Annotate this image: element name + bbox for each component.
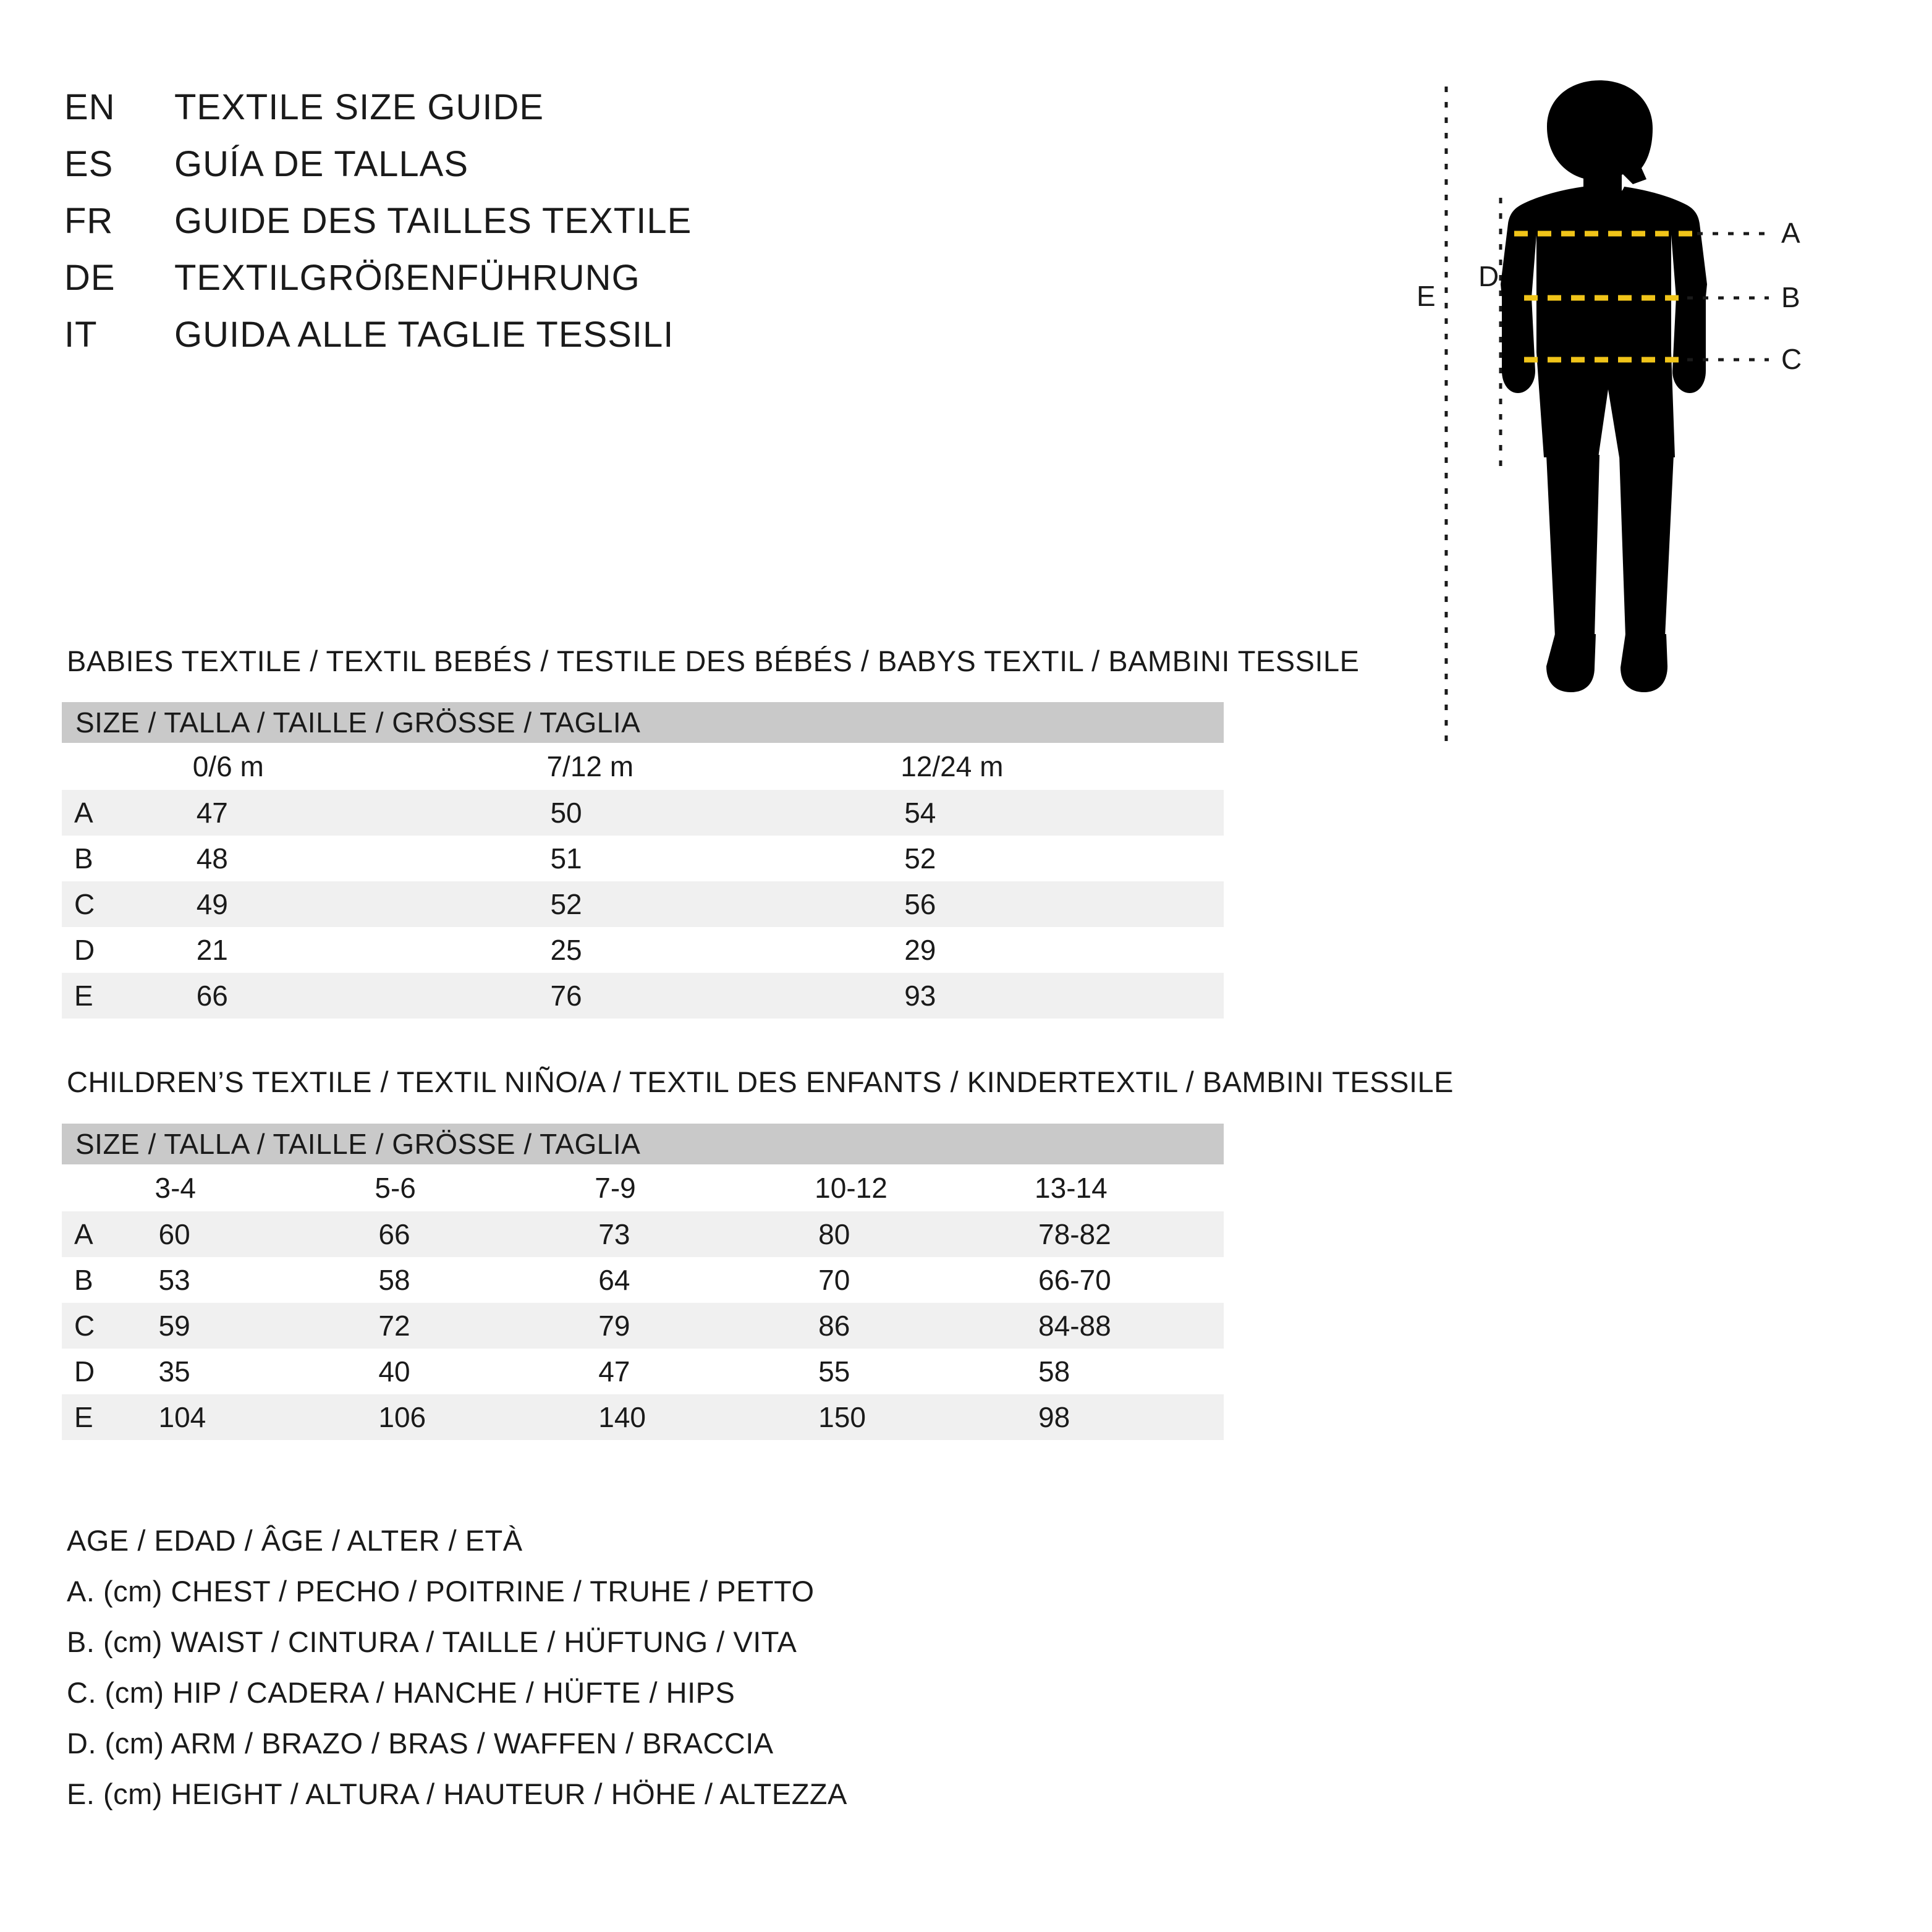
table-row <box>62 973 1224 1019</box>
cell: 106 <box>344 1394 564 1440</box>
corner-cell <box>62 743 162 790</box>
cell: 56 <box>870 881 1224 927</box>
cell: 84-88 <box>1004 1303 1224 1349</box>
marker-label-d: D <box>1478 260 1499 292</box>
child-silhouette <box>1501 80 1707 692</box>
cell: 79 <box>564 1303 784 1349</box>
row-label: D <box>62 1349 124 1394</box>
cell: 76 <box>515 973 870 1019</box>
cell: 93 <box>870 973 1224 1019</box>
language-row <box>64 143 1362 200</box>
language-code: DE <box>64 258 116 298</box>
language-row <box>64 257 1362 314</box>
legend-line: A. (cm) CHEST / PECHO / POITRINE / TRUHE / PETTO <box>67 1575 815 1608</box>
column-header: 13-14 <box>1004 1164 1224 1211</box>
table-row <box>62 1349 1224 1394</box>
cell: 58 <box>344 1257 564 1303</box>
legend-line: E. (cm) HEIGHT / ALTURA / HAUTEUR / HÖHE / ALTEZZA <box>67 1777 847 1810</box>
column-header: 10-12 <box>784 1164 1004 1211</box>
row-label: E <box>62 973 162 1019</box>
cell: 66 <box>162 973 516 1019</box>
column-header: 7/12 m <box>515 743 870 790</box>
language-title: GUIDE DES TAILLES TEXTILE <box>174 201 692 241</box>
cell: 73 <box>564 1211 784 1257</box>
cell: 21 <box>162 927 516 973</box>
cell: 70 <box>784 1257 1004 1303</box>
cell: 66-70 <box>1004 1257 1224 1303</box>
cell: 25 <box>515 927 870 973</box>
corner-cell <box>62 1164 124 1211</box>
marker-label-e: E <box>1417 280 1436 312</box>
language-code: IT <box>64 315 98 355</box>
language-title: GUÍA DE TALLAS <box>174 144 469 184</box>
cell: 72 <box>344 1303 564 1349</box>
row-label: A <box>62 1211 124 1257</box>
cell: 47 <box>564 1349 784 1394</box>
table-row <box>62 927 1224 973</box>
legend-line: AGE / EDAD / ÂGE / ALTER / ETÀ <box>67 1524 523 1557</box>
measurement-figure <box>1403 80 1891 773</box>
language-code: EN <box>64 87 116 127</box>
cell: 58 <box>1004 1349 1224 1394</box>
language-code: FR <box>64 201 114 241</box>
cell: 66 <box>344 1211 564 1257</box>
cell: 78-82 <box>1004 1211 1224 1257</box>
cell: 47 <box>162 790 516 836</box>
babies-band-title: SIZE / TALLA / TAILLE / GRÖSSE / TAGLIA <box>62 702 1224 743</box>
row-label: D <box>62 927 162 973</box>
row-label: B <box>62 1257 124 1303</box>
cell: 140 <box>564 1394 784 1440</box>
cell: 60 <box>124 1211 344 1257</box>
cell: 150 <box>784 1394 1004 1440</box>
table-row <box>62 1394 1224 1440</box>
cell: 49 <box>162 881 516 927</box>
legend-line: B. (cm) WAIST / CINTURA / TAILLE / HÜFTUNG / VITA <box>67 1625 797 1658</box>
measurement-legend <box>67 1523 1426 1828</box>
cell: 52 <box>515 881 870 927</box>
cell: 98 <box>1004 1394 1224 1440</box>
row-label: E <box>62 1394 124 1440</box>
table-row <box>62 836 1224 881</box>
legend-line: C. (cm) HIP / CADERA / HANCHE / HÜFTE / HIPS <box>67 1676 735 1709</box>
language-row <box>64 87 1362 143</box>
legend-line: D. (cm) ARM / BRAZO / BRAS / WAFFEN / BRACCIA <box>67 1727 774 1760</box>
babies-section-title: BABIES TEXTILE / TEXTIL BEBÉS / TESTILE DES BÉBÉS / BABYS TEXTIL / BAMBINI TESSILE <box>67 645 1360 677</box>
children-section-title: CHILDREN’S TEXTILE / TEXTIL NIÑO/A / TEXTIL DES ENFANTS / KINDERTEXTIL / BAMBINI TESSILE <box>67 1066 1454 1098</box>
cell: 80 <box>784 1211 1004 1257</box>
table-row <box>62 790 1224 836</box>
table-row <box>62 1211 1224 1257</box>
row-label: C <box>62 1303 124 1349</box>
cell: 51 <box>515 836 870 881</box>
table-column-header-row <box>62 743 1224 790</box>
column-header: 7-9 <box>564 1164 784 1211</box>
cell: 35 <box>124 1349 344 1394</box>
column-header: 5-6 <box>344 1164 564 1211</box>
marker-label-b: B <box>1781 281 1800 313</box>
marker-label-a: A <box>1781 217 1800 249</box>
language-code: ES <box>64 144 114 184</box>
cell: 104 <box>124 1394 344 1440</box>
language-title: GUIDA ALLE TAGLIE TESSILI <box>174 315 674 355</box>
row-label: C <box>62 881 162 927</box>
children-band-title: SIZE / TALLA / TAILLE / GRÖSSE / TAGLIA <box>62 1124 1224 1164</box>
row-label: B <box>62 836 162 881</box>
table-header-band <box>62 702 1224 743</box>
table-row <box>62 1303 1224 1349</box>
language-row <box>64 200 1362 257</box>
cell: 48 <box>162 836 516 881</box>
cell: 53 <box>124 1257 344 1303</box>
table-row <box>62 1257 1224 1303</box>
cell: 29 <box>870 927 1224 973</box>
cell: 52 <box>870 836 1224 881</box>
language-row <box>64 314 1362 371</box>
table-header-band <box>62 1124 1224 1164</box>
cell: 40 <box>344 1349 564 1394</box>
column-header: 0/6 m <box>162 743 516 790</box>
babies-size-table <box>62 702 1224 1019</box>
children-size-table <box>62 1124 1224 1440</box>
cell: 54 <box>870 790 1224 836</box>
marker-label-c: C <box>1781 343 1802 375</box>
column-header: 3-4 <box>124 1164 344 1211</box>
cell: 86 <box>784 1303 1004 1349</box>
language-title-list <box>64 87 1362 371</box>
language-title: TEXTILGRÖßENFÜHRUNG <box>174 258 640 298</box>
cell: 55 <box>784 1349 1004 1394</box>
table-row <box>62 881 1224 927</box>
cell: 59 <box>124 1303 344 1349</box>
column-header: 12/24 m <box>870 743 1224 790</box>
table-column-header-row <box>62 1164 1224 1211</box>
cell: 50 <box>515 790 870 836</box>
language-title: TEXTILE SIZE GUIDE <box>174 87 544 127</box>
row-label: A <box>62 790 162 836</box>
cell: 64 <box>564 1257 784 1303</box>
